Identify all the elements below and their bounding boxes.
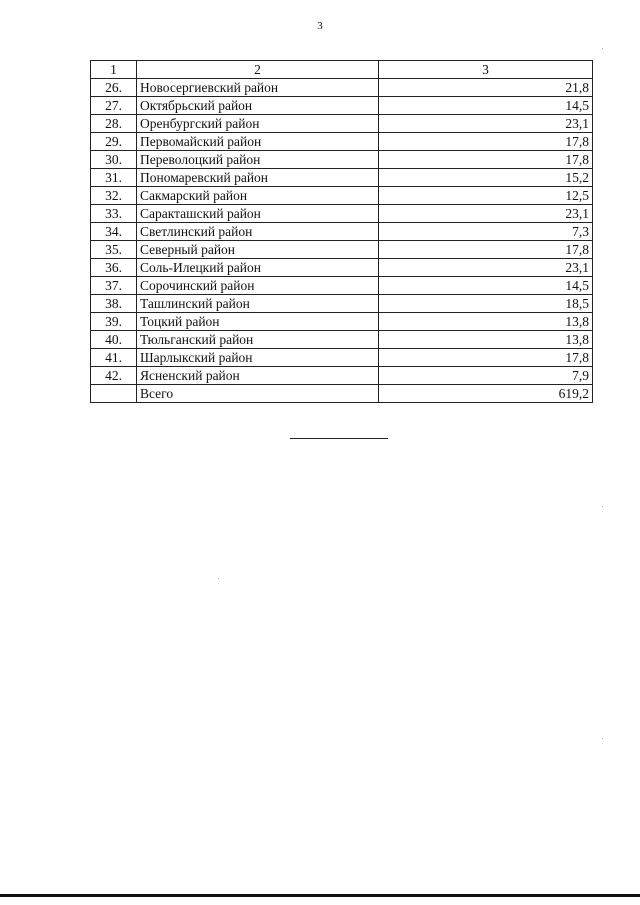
column-header-name: 2 [137,61,379,79]
district-value: 17,8 [379,349,593,367]
table-row [91,367,593,385]
district-value: 14,5 [379,277,593,295]
table-row [91,169,593,187]
row-number: 28. [91,115,137,133]
district-name: Сорочинский район [137,277,379,295]
row-number: 31. [91,169,137,187]
district-value: 23,1 [379,205,593,223]
table-row [91,241,593,259]
row-number: 32. [91,187,137,205]
district-value: 13,8 [379,331,593,349]
row-number: 41. [91,349,137,367]
district-name: Ясненский район [137,367,379,385]
district-name: Северный район [137,241,379,259]
district-value: 7,3 [379,223,593,241]
district-name: Саракташский район [137,205,379,223]
closing-rule [290,438,388,439]
row-number: 36. [91,259,137,277]
page-number: 3 [317,20,323,32]
row-number: 26. [91,79,137,97]
district-value: 18,5 [379,295,593,313]
district-name: Оренбургский район [137,115,379,133]
row-number: 40. [91,331,137,349]
district-name: Переволоцкий район [137,151,379,169]
district-value: 15,2 [379,169,593,187]
column-header-value: 3 [379,61,593,79]
total-number [91,385,137,403]
table-row [91,259,593,277]
row-number: 34. [91,223,137,241]
row-number: 37. [91,277,137,295]
row-number: 29. [91,133,137,151]
total-value: 619,2 [379,385,593,403]
scan-speck [602,738,603,739]
row-number: 42. [91,367,137,385]
column-header-number: 1 [91,61,137,79]
table-row [91,187,593,205]
table-row [91,205,593,223]
scan-speck [602,48,603,49]
row-number: 27. [91,97,137,115]
district-value: 7,9 [379,367,593,385]
district-value: 13,8 [379,313,593,331]
district-name: Соль-Илецкий район [137,259,379,277]
row-number: 39. [91,313,137,331]
district-name: Светлинский район [137,223,379,241]
district-name: Тюльганский район [137,331,379,349]
district-name: Пономаревский район [137,169,379,187]
total-row [91,385,593,403]
district-value: 21,8 [379,79,593,97]
district-value: 17,8 [379,241,593,259]
row-number: 30. [91,151,137,169]
district-name: Октябрьский район [137,97,379,115]
scan-speck [218,578,219,579]
table-row [91,79,593,97]
district-name: Ташлинский район [137,295,379,313]
row-number: 38. [91,295,137,313]
district-value: 12,5 [379,187,593,205]
row-number: 35. [91,241,137,259]
district-value: 23,1 [379,259,593,277]
table-row [91,133,593,151]
table-row [91,223,593,241]
table-row [91,97,593,115]
table-header-row [91,61,593,79]
district-name: Сакмарский район [137,187,379,205]
row-number: 33. [91,205,137,223]
district-name: Новосергиевский район [137,79,379,97]
district-value: 23,1 [379,115,593,133]
district-table [90,60,593,403]
table-row [91,151,593,169]
district-name: Шарлыкский район [137,349,379,367]
district-name: Первомайский район [137,133,379,151]
table-row [91,349,593,367]
district-name: Тоцкий район [137,313,379,331]
district-value: 17,8 [379,151,593,169]
total-label: Всего [137,385,379,403]
district-value: 14,5 [379,97,593,115]
scan-bottom-border [0,894,640,897]
table-row [91,295,593,313]
table-row [91,331,593,349]
scan-speck [602,506,603,507]
table-row [91,115,593,133]
table-row [91,313,593,331]
district-value: 17,8 [379,133,593,151]
table-row [91,277,593,295]
